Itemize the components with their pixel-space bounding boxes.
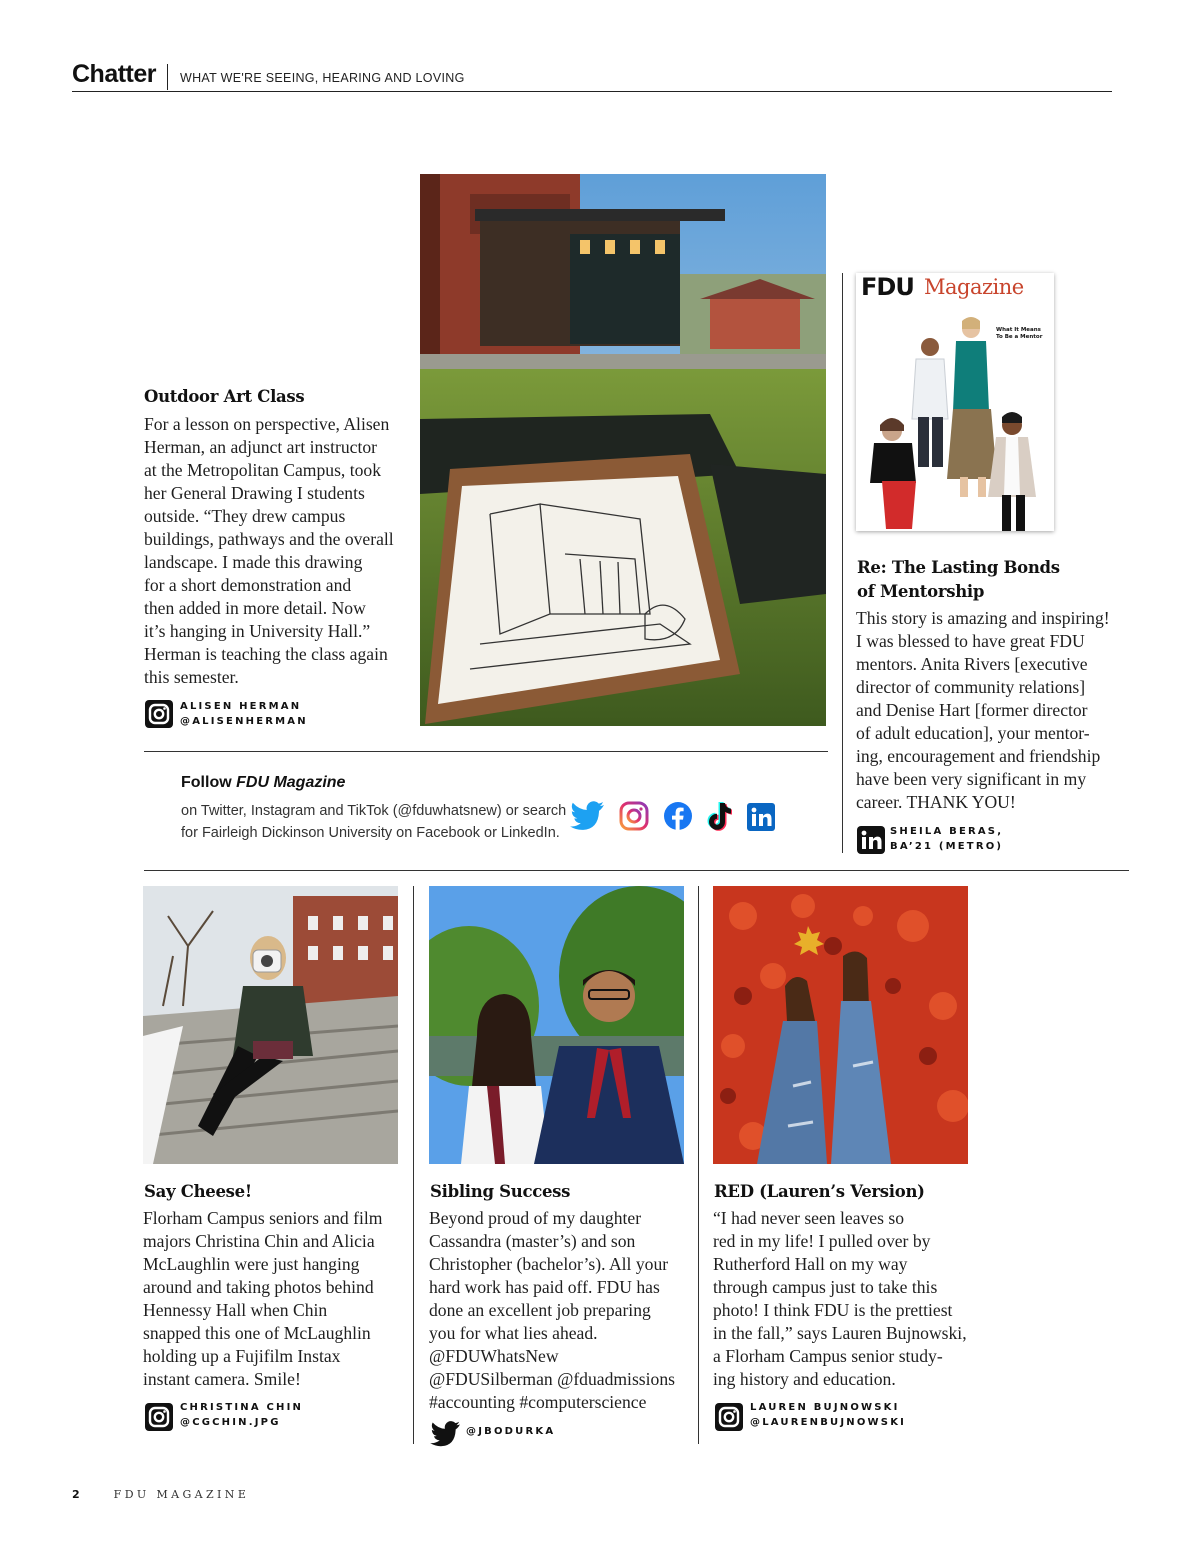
header-rule: [72, 91, 1112, 92]
mentorship-body: [856, 607, 1110, 814]
body-line: her General Drawing I students: [144, 483, 365, 503]
body-line: landscape. I made this drawing: [144, 552, 363, 572]
body-line: Cassandra (master’s) and son: [429, 1231, 636, 1251]
red-leaves-photo: [713, 886, 968, 1164]
body-line: have been very significant in my: [856, 769, 1087, 789]
body-line: ing, encouragement and friendship: [856, 746, 1101, 766]
campus-sketch-photo: [420, 174, 826, 726]
header-divider: [167, 64, 168, 90]
body-line: Herman is teaching the class again: [144, 644, 388, 664]
follow-heading-prefix: Follow: [181, 774, 237, 791]
publication-name: FDU MAGAZINE: [113, 1488, 250, 1501]
instagram-icon[interactable]: [144, 1402, 174, 1432]
body-line: I was blessed to have great FDU: [856, 631, 1085, 651]
instagram-icon[interactable]: [144, 699, 174, 729]
body-line: photo! I think FDU is the prettiest: [713, 1300, 953, 1320]
body-line: Christopher (bachelor’s). All your: [429, 1254, 669, 1274]
red-body: [713, 1207, 967, 1391]
body-line: hard work has paid off. FDU has: [429, 1277, 660, 1297]
instagram-icon[interactable]: [714, 1402, 744, 1432]
body-line: Rutherford Hall on my way: [713, 1254, 908, 1274]
body-line: done an excellent job preparing: [429, 1300, 651, 1320]
body-line: @FDUSilberman @fduadmissions: [429, 1369, 675, 1389]
body-line: For a lesson on perspective, Alisen: [144, 414, 390, 434]
say-cheese-credit: [180, 1400, 303, 1430]
body-line: career. THANK YOU!: [856, 792, 1016, 812]
body-line: @FDUWhatsNew: [429, 1346, 559, 1366]
follow-line: for Fairleigh Dickinson University on Facebook or LinkedIn.: [181, 825, 560, 841]
credit-name: SHEILA BERAS,: [890, 826, 1004, 837]
say-cheese-body: [143, 1207, 382, 1391]
body-line: for a short demonstration and: [144, 575, 352, 595]
body-line: red in my life! I pulled over by: [713, 1231, 931, 1251]
body-line: ing history and education.: [713, 1369, 896, 1389]
column-divider: [842, 273, 843, 853]
body-line: around and taking photos behind: [143, 1277, 374, 1297]
body-line: and Denise Hart [former director: [856, 700, 1088, 720]
heading-line: of Mentorship: [857, 582, 985, 601]
body-line: buildings, pathways and the overall: [144, 529, 394, 549]
sibling-success-photo: [429, 886, 684, 1164]
red-heading: RED (Lauren’s Version): [714, 1182, 925, 1201]
body-line: Beyond proud of my daughter: [429, 1208, 642, 1228]
body-line: This story is amazing and inspiring!: [856, 608, 1110, 628]
facebook-icon[interactable]: [663, 801, 693, 831]
page-footer: [72, 1488, 249, 1501]
tiktok-icon[interactable]: [704, 800, 732, 834]
body-line: this semester.: [144, 667, 239, 687]
say-cheese-heading: Say Cheese!: [144, 1182, 252, 1201]
body-line: a Florham Campus senior study-: [713, 1346, 943, 1366]
outdoor-art-body: [144, 413, 394, 689]
credit-handle[interactable]: @LAURENBUJNOWSKI: [750, 1417, 907, 1428]
outdoor-art-credit: [180, 699, 308, 729]
body-line: “I had never seen leaves so: [713, 1208, 904, 1228]
body-line: Hennessy Hall when Chin: [143, 1300, 328, 1320]
cover-line: To Be a Mentor: [996, 334, 1043, 340]
mentorship-credit: [890, 824, 1003, 854]
red-credit: [750, 1400, 906, 1430]
body-line: mentors. Anita Rivers [executive: [856, 654, 1088, 674]
outdoor-art-heading: Outdoor Art Class: [144, 387, 305, 406]
body-line: director of community relations]: [856, 677, 1086, 697]
body-line: you for what lies ahead.: [429, 1323, 598, 1343]
cover-brand-magazine: Magazine: [924, 275, 1024, 299]
body-line: majors Christina Chin and Alicia: [143, 1231, 375, 1251]
credit-name: CHRISTINA CHIN: [180, 1402, 304, 1413]
body-line: Herman, an adjunct art instructor: [144, 437, 378, 457]
magazine-cover: [856, 273, 1054, 531]
follow-heading-title: FDU Magazine: [236, 774, 346, 791]
body-line: snapped this one of McLaughlin: [143, 1323, 371, 1343]
heading-line: Re: The Lasting Bonds: [857, 558, 1060, 577]
body-line: through campus just to take this: [713, 1277, 938, 1297]
instagram-icon[interactable]: [619, 801, 649, 831]
follow-top-rule: [144, 751, 828, 752]
body-line: #accounting #computerscience: [429, 1392, 647, 1412]
credit-handle[interactable]: @ALISENHERMAN: [180, 716, 308, 727]
linkedin-icon[interactable]: [746, 802, 776, 832]
body-line: in the fall,” says Lauren Bujnowski,: [713, 1323, 967, 1343]
linkedin-icon[interactable]: [856, 825, 886, 855]
cover-line: What It Means: [996, 327, 1041, 333]
body-line: instant camera. Smile!: [143, 1369, 301, 1389]
column-divider: [698, 886, 699, 1444]
section-rule: [144, 870, 1129, 871]
body-line: at the Metropolitan Campus, took: [144, 460, 381, 480]
body-line: it’s hanging in University Hall.”: [144, 621, 371, 641]
body-line: Florham Campus seniors and film: [143, 1208, 383, 1228]
follow-body: [181, 800, 566, 844]
credit-handle[interactable]: @JBODURKA: [466, 1426, 556, 1437]
follow-line: on Twitter, Instagram and TikTok (@fduwhatsnew) or search: [181, 803, 567, 819]
body-line: McLaughlin were just hanging: [143, 1254, 360, 1274]
credit-name: LAUREN BUJNOWSKI: [750, 1402, 900, 1413]
column-divider: [413, 886, 414, 1444]
section-tagline: WHAT WE'RE SEEING, HEARING AND LOVING: [180, 71, 465, 85]
body-line: holding up a Fujifilm Instax: [143, 1346, 341, 1366]
mentorship-heading: [857, 556, 1060, 604]
page-number: 2: [72, 1488, 80, 1501]
body-line: outside. “They drew campus: [144, 506, 346, 526]
body-line: of adult education], your mentor-: [856, 723, 1090, 743]
twitter-icon[interactable]: [430, 1420, 462, 1448]
credit-name: ALISEN HERMAN: [180, 701, 302, 712]
cover-brand-fdu: FDU: [861, 273, 914, 301]
twitter-icon[interactable]: [570, 800, 606, 832]
say-cheese-photo: [143, 886, 398, 1164]
section-title: Chatter: [72, 60, 157, 88]
sibling-credit: [466, 1424, 555, 1439]
credit-handle[interactable]: @CGCHIN.JPG: [180, 1417, 281, 1428]
credit-handle: BA’21 (METRO): [890, 841, 1004, 852]
sibling-heading: Sibling Success: [430, 1182, 571, 1201]
follow-heading: [181, 774, 345, 792]
body-line: then added in more detail. Now: [144, 598, 366, 618]
sibling-body: [429, 1207, 675, 1414]
